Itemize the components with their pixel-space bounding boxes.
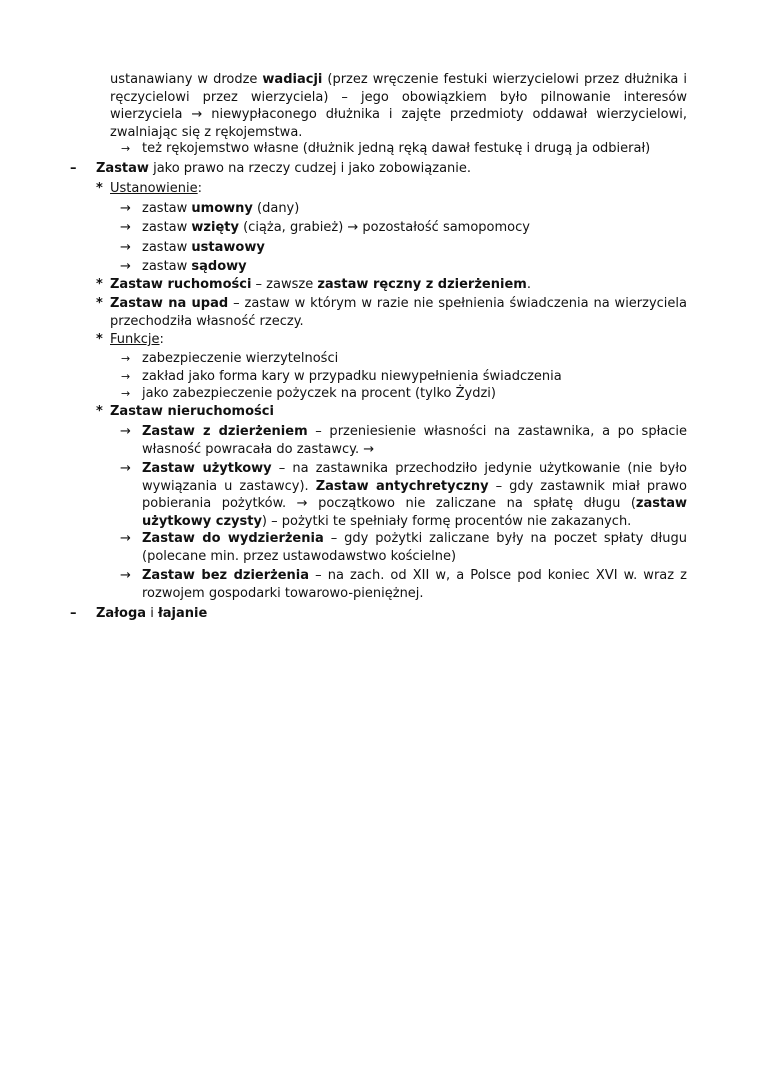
term: Zastaw do wydzierżenia [142, 531, 324, 546]
item-text [142, 460, 687, 530]
item-text [142, 530, 687, 565]
term: Zastaw z dzierżeniem [142, 424, 308, 439]
arrow-icon: → [120, 259, 131, 274]
intro-paragraph [110, 71, 687, 141]
term: Załoga [96, 606, 147, 621]
arrow-icon: → [120, 424, 131, 439]
item-text [142, 219, 530, 237]
term: zastaw użytkowy czysty [142, 496, 687, 529]
arrow-icon: → [120, 201, 131, 216]
term: ustawowy [191, 240, 265, 255]
item-text [142, 239, 265, 257]
text: jako prawo na rzeczy cudzej i jako zobowiązanie. [153, 161, 472, 176]
star-bullet: * [96, 181, 103, 196]
item-text [142, 567, 687, 602]
term: Zastaw antychretyczny [315, 478, 489, 494]
section-title [96, 605, 207, 623]
section-title [96, 160, 471, 178]
term: łajanie [157, 606, 208, 621]
arrow-icon: → [121, 387, 131, 400]
term: Zastaw użytkowy [142, 461, 272, 476]
text: – gdy pożytki zaliczane były na poczet spłaty długu (polecane min. przez ustawodawstwo kościelne) [142, 531, 687, 564]
text: . [526, 277, 531, 292]
term-wadiacja: wadiacji [262, 72, 323, 87]
term: Zastaw bez dzierżenia [142, 568, 310, 583]
term: Zastaw na upad [110, 296, 229, 311]
item-text [142, 200, 299, 218]
text: (ciąża, grabież) → pozostałość samopomocy [243, 220, 530, 235]
dash-bullet: – [70, 606, 77, 621]
heading-label: Zastaw nieruchomości [110, 404, 274, 419]
arrow-icon: → [121, 352, 131, 365]
label-funkcje: Funkcje [110, 332, 160, 347]
arrow-icon: → [121, 370, 131, 383]
dash-bullet: – [70, 161, 77, 176]
heading-label [110, 331, 164, 349]
text: i [150, 606, 154, 621]
text: – zastaw w którym w razie nie spełnienia świadczenia na wierzyciela przechodziła własność rzeczy. [110, 296, 687, 329]
arrow-icon: → [120, 240, 131, 255]
text: – gdy zastawnik miał prawo pobierania pożytków. → początkowo nie zaliczane na spłatę długu ( [142, 478, 688, 511]
item-text [142, 423, 687, 458]
term: zastaw ręczny z dzierżeniem [317, 277, 527, 292]
na-upad-text [110, 295, 687, 330]
text: zastaw [142, 220, 188, 235]
text: – na zastawnika przechodziło jedynie użytkowanie (nie było wywiązania u zastawcy). [142, 461, 688, 494]
colon: : [159, 332, 164, 347]
colon: : [197, 181, 203, 196]
arrow-icon: → [121, 142, 131, 155]
star-bullet: * [96, 296, 103, 311]
text: zastaw [142, 201, 188, 216]
label-ustanowienie: Ustanowienie [110, 181, 198, 196]
text: ustanawiany w drodze [110, 72, 258, 87]
item-text: jako zabezpieczenie pożyczek na procent (tylko Żydzi) [142, 386, 496, 401]
arrow-icon: → [120, 461, 131, 476]
arrow-icon: → [120, 531, 131, 546]
text: (przez wręczenie festuki wierzycielowi przez dłużnika i ręczycielowi przez wierzyciela) – jego obowiązkiem było pilnowanie interesów wierzyciela → niewypłaconego dłużnika i zajęte przedmioty oddawał wierzycielowi, zwalniając się z rękojemstwa. [110, 72, 687, 140]
star-bullet: * [96, 404, 103, 419]
text: (dany) [257, 201, 300, 216]
text: ) – pożytki te spełniały formę procentów nie zakazanych. [261, 513, 632, 529]
term: wzięty [191, 220, 239, 235]
arrow-icon: → [120, 568, 131, 583]
text: – zawsze [255, 277, 314, 292]
item-text: zabezpieczenie wierzytelności [142, 351, 339, 366]
subitem-text: też rękojemstwo własne (dłużnik jedną ręką dawał festukę i drugą ja odbierał) [142, 141, 651, 156]
term: Zastaw ruchomości [110, 277, 252, 292]
item-text [142, 258, 247, 276]
heading-label [110, 180, 202, 198]
arrow-icon: → [120, 220, 131, 235]
item-text [110, 276, 531, 294]
star-bullet: * [96, 277, 103, 292]
text: – na zach. od XII w, a Polsce pod koniec XVI w. wraz z rozwojem gospodarki towarowo-pieniężnej. [142, 568, 687, 601]
text: – przeniesienie własności na zastawnika, a po spłacie własność powracała do zastawcy. → [142, 424, 687, 457]
text: zastaw [142, 240, 188, 255]
term: umowny [191, 201, 253, 216]
term-zastaw: Zastaw [96, 161, 149, 176]
star-bullet: * [96, 332, 103, 347]
term: sądowy [191, 259, 247, 274]
item-text: zakład jako forma kary w przypadku niewypełnienia świadczenia [142, 369, 562, 384]
text: zastaw [142, 259, 188, 274]
